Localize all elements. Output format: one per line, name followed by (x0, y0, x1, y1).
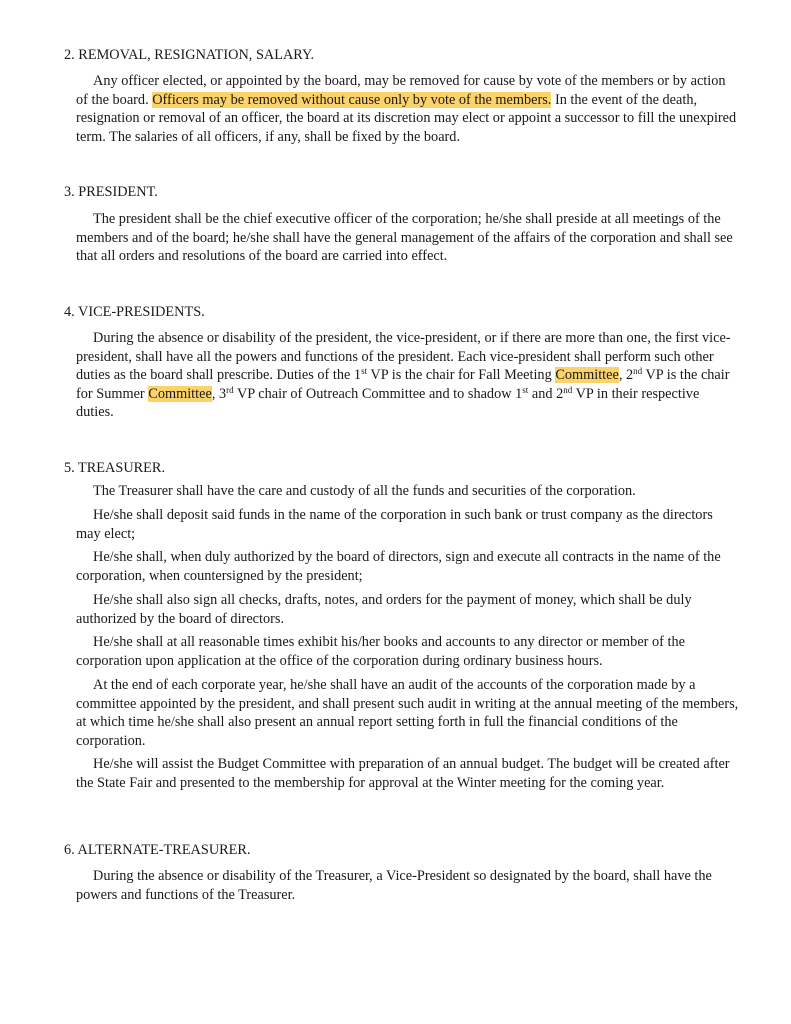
superscript-rd: rd (226, 384, 234, 395)
vp-text-5: , 3 (211, 385, 227, 402)
superscript-st: st (361, 366, 368, 377)
superscript-st: st (522, 384, 529, 395)
vp-text-8: VP in their respective duties. (76, 385, 700, 421)
removal-text-end: In the event of the death, resignation or removal of an officer, the board at its discretion may elect or appoint a successor to fill the unexpired term. The salaries of all officers, if any, shall be fixed by the board. (76, 91, 737, 145)
highlighted-committee: Committee (555, 367, 619, 384)
treasurer-paragraph-7: He/she will assist the Budget Committee with preparation of an annual budget. The budget will be created after the State Fair and presented to the membership for approval at the Winter meeting for the coming year. (76, 756, 730, 791)
treasurer-paragraph-2: He/she shall deposit said funds in the name of the corporation in such bank or trust company as the directors may elect; (76, 507, 713, 542)
treasurer-paragraph-1: The Treasurer shall have the care and custody of all the funds and securities of the corporation. (93, 483, 636, 499)
removal-text-start: Any officer elected, or appointed by the board, may be removed for cause by vote of the members or by action of the board. (76, 73, 726, 108)
vp-text-1: During the absence or disability of the president, the vice-president, or if there are more than one, the first vice-president, shall have all the powers and functions of the president. Each vice-president shall perform such other duties as the board shall prescribe. Duties of the 1 (76, 330, 731, 384)
removal-paragraph (76, 72, 740, 146)
highlighted-text: Officers may be removed without cause only by vote of the members. (152, 91, 552, 108)
superscript-nd: nd (633, 366, 643, 377)
treasurer-paragraph-5: He/she shall at all reasonable times exhibit his/her books and accounts to any director or member of the corporation upon application at the office of the corporation during ordinary business hours. (76, 634, 685, 669)
section-heading-removal: 2. REMOVAL, RESIGNATION, SALARY. (64, 47, 315, 63)
section-heading-alternate-treasurer: 6. ALTERNATE-TREASURER. (64, 842, 251, 858)
treasurer-paragraph-3: He/she shall, when duly authorized by the board of directors, sign and execute all contracts in the name of the corporation, when countersigned by the president; (76, 549, 721, 584)
vp-text-4: VP is the chair for Summer (76, 367, 730, 402)
alternate-treasurer-paragraph: During the absence or disability of the Treasurer, a Vice-President so designated by the board, shall have the powers and functions of the Treasurer. (76, 868, 712, 903)
vp-text-6: VP chair of Outreach Committee and to shadow 1 (233, 385, 523, 402)
treasurer-paragraph-6: At the end of each corporate year, he/she shall have an audit of the accounts of the corporation made by a committee appointed by the president, and shall present such audit in writing at the annual meeting of the members, at which time he/she shall also present an annual report setting forth in full the financial conditions of the corporation. (76, 677, 739, 749)
highlighted-committee: Committee (148, 385, 212, 402)
superscript-nd: nd (563, 384, 573, 395)
section-heading-president: 3. PRESIDENT. (64, 184, 158, 200)
vp-text-2: VP is the chair for Fall Meeting (367, 367, 556, 384)
vice-presidents-paragraph (76, 329, 740, 422)
treasurer-paragraph-4: He/she shall also sign all checks, drafts, notes, and orders for the payment of money, which shall be duly authorized by the board of directors. (76, 592, 692, 627)
president-paragraph: The president shall be the chief executive officer of the corporation; he/she shall preside at all meetings of the members and of the board; he/she shall have the general management of the affairs of the corporation and shall see that all orders and resolutions of the board are carried into effect. (76, 211, 733, 265)
section-heading-vice-presidents: 4. VICE-PRESIDENTS. (64, 304, 205, 320)
vp-text-3: , 2 (618, 367, 634, 384)
section-heading-treasurer: 5. TREASURER. (64, 460, 166, 476)
vp-text-7: and 2 (528, 385, 564, 402)
